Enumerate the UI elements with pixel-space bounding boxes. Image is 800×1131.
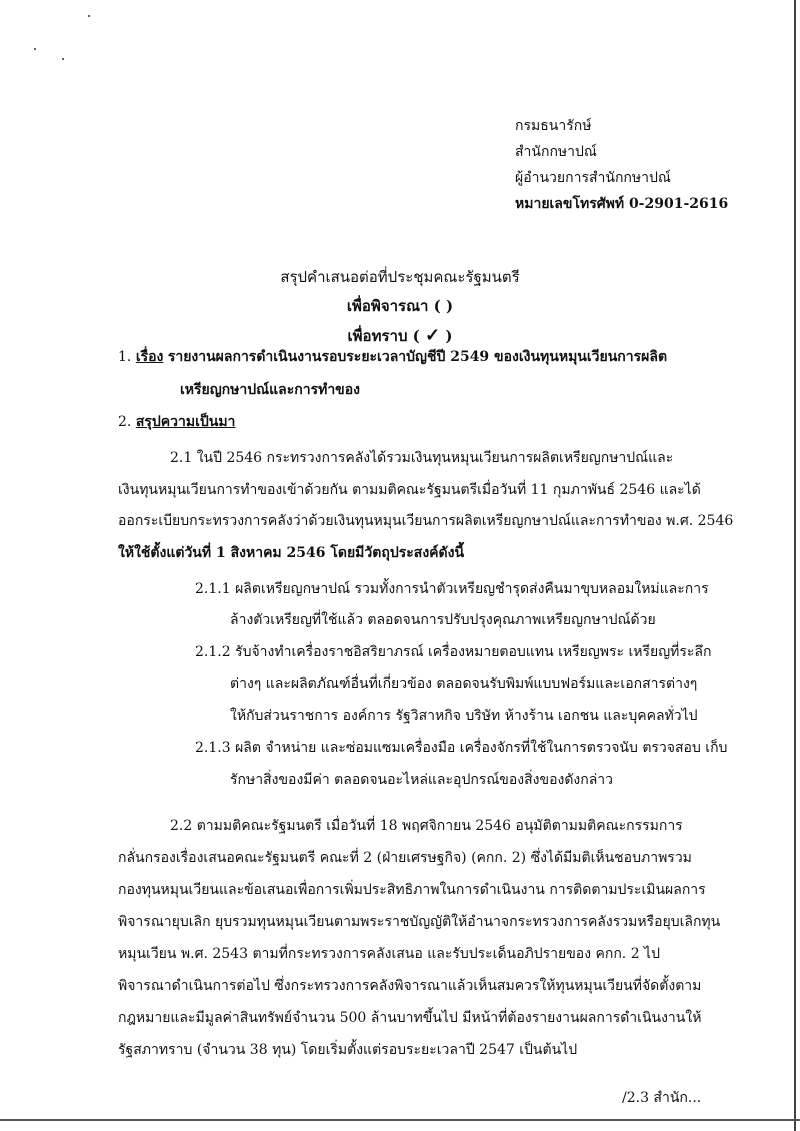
sender-block — [515, 113, 728, 217]
scan-speck — [34, 48, 36, 50]
item1-label: เรื่อง — [135, 349, 164, 365]
p22-line6: พิจารณาดำเนินการต่อไป ซึ่งกระทรวงการคลังพิจารณาแล้วเห็นสมควรให้ทุนหมุนเวียนที่จัดตั้งตาม — [118, 978, 702, 994]
document-heading: สรุปคำเสนอต่อที่ประชุมคณะรัฐมนตรี — [280, 268, 520, 286]
p211-line2: ล้างตัวเหรียญที่ใช้แล้ว ตลอดจนการปรับปรุงคุณภาพเหรียญกษาปณ์ด้วย — [230, 612, 656, 628]
scan-edge-bottom — [0, 1119, 800, 1121]
scan-speck — [88, 15, 90, 17]
p212-line1: 2.1.2 รับจ้างทำเครื่องราชอิสริยาภรณ์ เครื่องหมายตอบแทน เหรียญพระ เหรียญที่ระลึก — [195, 644, 712, 660]
p22-line2: กลั่นกรองเรื่องเสนอคณะรัฐมนตรี คณะที่ 2 (ฝ่ายเศรษฐกิจ) (คกก. 2) ซึ่งได้มีมติเห็นชอบภาพรวม — [118, 850, 692, 866]
item1-subject — [118, 343, 667, 371]
p21-line3: ออกระเบียบกระทรวงการคลังว่าด้วยเงินทุนหมุนเวียนการผลิตเหรียญกษาปณ์และการทำของ พ.ศ. 2546 — [118, 513, 734, 529]
item2-number: 2. — [118, 414, 132, 430]
item1-number: 1. — [118, 349, 132, 365]
item1-text-line1: รายงานผลการดำเนินงานรอบระยะเวลาบัญชีปี 2549 ของเงินทุนหมุนเวียนการผลิต — [167, 349, 668, 365]
item1-text-line2: เหรียญกษาปณ์และการทำของ — [180, 382, 360, 398]
p21-line2: เงินทุนหมุนเวียนการทำของเข้าด้วยกัน ตามมติคณะรัฐมนตรีเมื่อวันที่ 11 กุมภาพันธ์ 2546 และได้ — [118, 482, 701, 498]
scan-edge-right — [794, 0, 796, 1131]
item2-label: สรุปความเป็นมา — [135, 414, 236, 430]
continuation-note: /2.3 สำนัก... — [622, 1090, 702, 1106]
checkmark-icon: ✓ — [425, 325, 441, 346]
p213-line2: รักษาสิ่งของมีค่า ตลอดจนอะไหล่และอุปกรณ์ของสิ่งของดังกล่าว — [230, 772, 614, 788]
p22-line7: กฎหมายและมีมูลค่าสินทรัพย์จำนวน 500 ล้านบาทขึ้นไป มีหน้าที่ต้องรายงานผลการดำเนินงานให้ — [118, 1010, 702, 1026]
scan-speck — [62, 58, 64, 60]
p21-line4: ให้ใช้ตั้งแต่วันที่ 1 สิงหาคม 2546 โดยมีวัตถุประสงค์ดังนี้ — [118, 545, 465, 561]
p22-line1: 2.2 ตามมติคณะรัฐมนตรี เมื่อวันที่ 18 พฤศจิกายน 2546 อนุมัติตามมติคณะกรรมการ — [170, 818, 683, 834]
p22-line4: พิจารณายุบเลิก ยุบรวมทุนหมุนเวียนตามพระราชบัญญัติให้อำนาจกระทรวงการคลังรวมหรือยุบเลิกทุน — [118, 914, 721, 930]
p21-line1: 2.1 ในปี 2546 กระทรวงการคลังได้รวมเงินทุนหมุนเวียนการผลิตเหรียญกษาปณ์และ — [170, 450, 674, 466]
p212-line3: ให้กับส่วนราชการ องค์การ รัฐวิสาหกิจ บริษัท ห้างร้าน เอกชน และบุคคลทั่วไป — [230, 708, 698, 724]
sender-director: ผู้อำนวยการสำนักกษาปณ์ — [515, 170, 671, 186]
item2-background — [118, 408, 235, 436]
for-information-label: เพื่อทราบ ( — [347, 327, 420, 345]
p22-line3: กองทุนหมุนเวียนและข้อเสนอเพื่อการเพิ่มประสิทธิภาพในการดำเนินงาน การติดตามประเมินผลการ — [118, 882, 706, 898]
p213-line1: 2.1.3 ผลิต จำหน่าย และซ่อมแซมเครื่องมือ เครื่องจักรที่ใช้ในการตรวจนับ ตรวจสอบ เก็บ — [195, 740, 728, 756]
p22-line5: หมุนเวียน พ.ศ. 2543 ตามที่กระทรวงการคลังเสนอ และรับประเด็นอภิปรายของ คกก. 2 ไป — [118, 946, 660, 962]
sender-department: กรมธนารักษ์ — [515, 118, 592, 134]
sender-phone: หมายเลขโทรศัพท์ 0-2901-2616 — [515, 196, 729, 212]
p211-line1: 2.1.1 ผลิตเหรียญกษาปณ์ รวมทั้งการนำตัวเหรียญชำรุดส่งคืนมาขุบหลอมใหม่และการ — [195, 581, 709, 597]
for-consideration-line: เพื่อพิจารณา ( ) — [346, 297, 454, 315]
for-information-close: ) — [445, 327, 453, 345]
title-block — [0, 263, 800, 351]
sender-office: สำนักกษาปณ์ — [515, 144, 597, 160]
p212-line2: ต่างๆ และผลิตภัณฑ์อื่นที่เกี่ยวข้อง ตลอดจนรับพิมพ์แบบฟอร์มและเอกสารต่างๆ — [230, 676, 698, 692]
p22-line8: รัฐสภาทราบ (จำนวน 38 ทุน) โดยเริ่มตั้งแต่รอบระยะเวลาปี 2547 เป็นต้นไป — [118, 1042, 578, 1058]
